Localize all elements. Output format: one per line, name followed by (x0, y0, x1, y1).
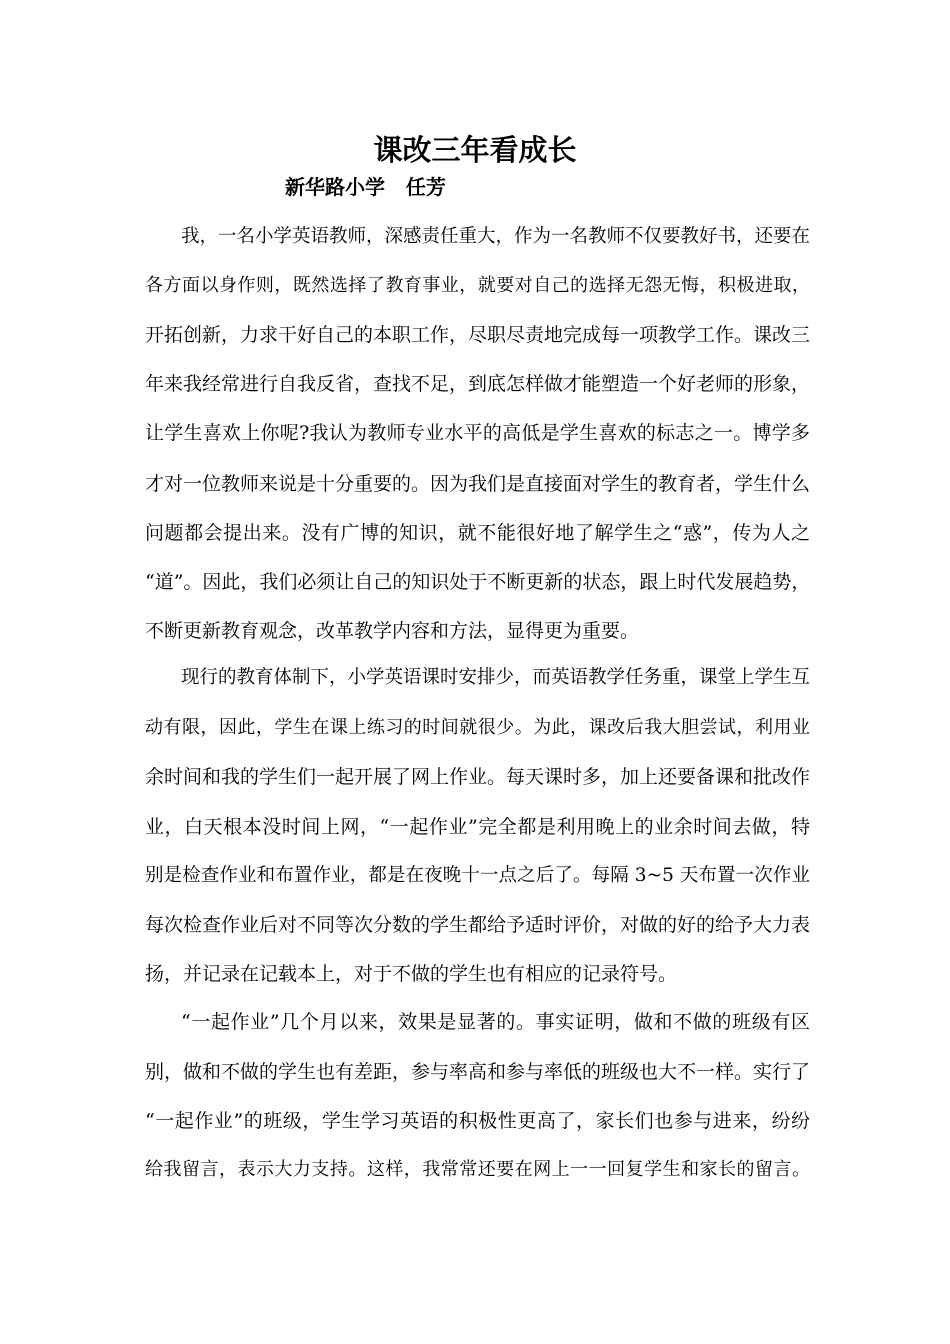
paragraph-2-line-1: 现行的教育体制下，小学英语课时安排少，而英语教学任务重，课堂上学生互 (181, 667, 810, 688)
paragraph-2-line-3: 余时间和我的学生们一起开展了网上作业。每天课时多，加上还要备课和批改作 (145, 766, 810, 788)
paragraph-1-line-2: 各方面以身作则，既然选择了教育事业，就要对自己的选择无怨无悔，积极进取， (145, 275, 810, 296)
paragraph-2-line-5: 别是检查作业和布置作业，都是在夜晚十一点之后了。每隔 3~5 天布置一次作业 (145, 865, 810, 886)
paragraph-1-line-4: 年来我经常进行自我反省，查找不足，到底怎样做才能塑造一个好老师的形象， (145, 373, 810, 395)
paragraph-1-line-3: 开拓创新，力求干好自己的本职工作，尽职尽责地完成每一项教学工作。课改三 (145, 324, 810, 346)
paragraph-3-line-3: “一起作业”的班级，学生学习英语的积极性更高了，家长们也参与进来，纷纷 (145, 1110, 810, 1132)
paragraph-1-line-8: “道”。因此，我们必须让自己的知识处于不断更新的状态，跟上时代发展趋势， (145, 571, 810, 593)
document-title: 课改三年看成长 (373, 133, 577, 167)
paragraph-2-line-4: 业，白天根本没时间上网，“一起作业”完全都是利用晚上的业余时间去做，特 (145, 816, 810, 838)
paragraph-1-line-6: 才对一位教师来说是十分重要的。因为我们是直接面对学生的教育者，学生什么 (145, 473, 810, 495)
paragraph-1-line-5: 让学生喜欢上你呢?我认为教师专业水平的高低是学生喜欢的标志之一。博学多 (145, 422, 810, 444)
author-line: 新华路小学 任芳 (285, 175, 446, 199)
paragraph-1-line-7: 问题都会提出来。没有广博的知识，就不能很好地了解学生之“惑”，传为人之 (145, 522, 810, 544)
paragraph-2-line-7: 扬，并记录在记载本上，对于不做的学生也有相应的记录符号。 (145, 963, 678, 985)
paragraph-1-line-9: 不断更新教育观念，改革教学内容和方法，显得更为重要。 (145, 620, 640, 642)
paragraph-1-line-1: 我，一名小学英语教师，深感责任重大，作为一名教师不仅要教好书，还要在 (181, 226, 810, 247)
paragraph-3-line-2: 别，做和不做的学生也有差距，参与率高和参与率低的班级也大不一样。实行了 (145, 1061, 810, 1083)
paragraph-3-line-4: 给我留言，表示大力支持。这样，我常常还要在网上一一回复学生和家长的留言。 (145, 1159, 810, 1180)
paragraph-2-line-6: 每次检查作业后对不同等次分数的学生都给予适时评价，对做的好的给予大力表 (145, 914, 810, 936)
paragraph-2-line-2: 动有限，因此，学生在课上练习的时间就很少。为此，课改后我大胆尝试，利用业 (145, 717, 810, 738)
paragraph-3-line-1: “一起作业”几个月以来，效果是显著的。事实证明，做和不做的班级有区 (181, 1011, 810, 1033)
